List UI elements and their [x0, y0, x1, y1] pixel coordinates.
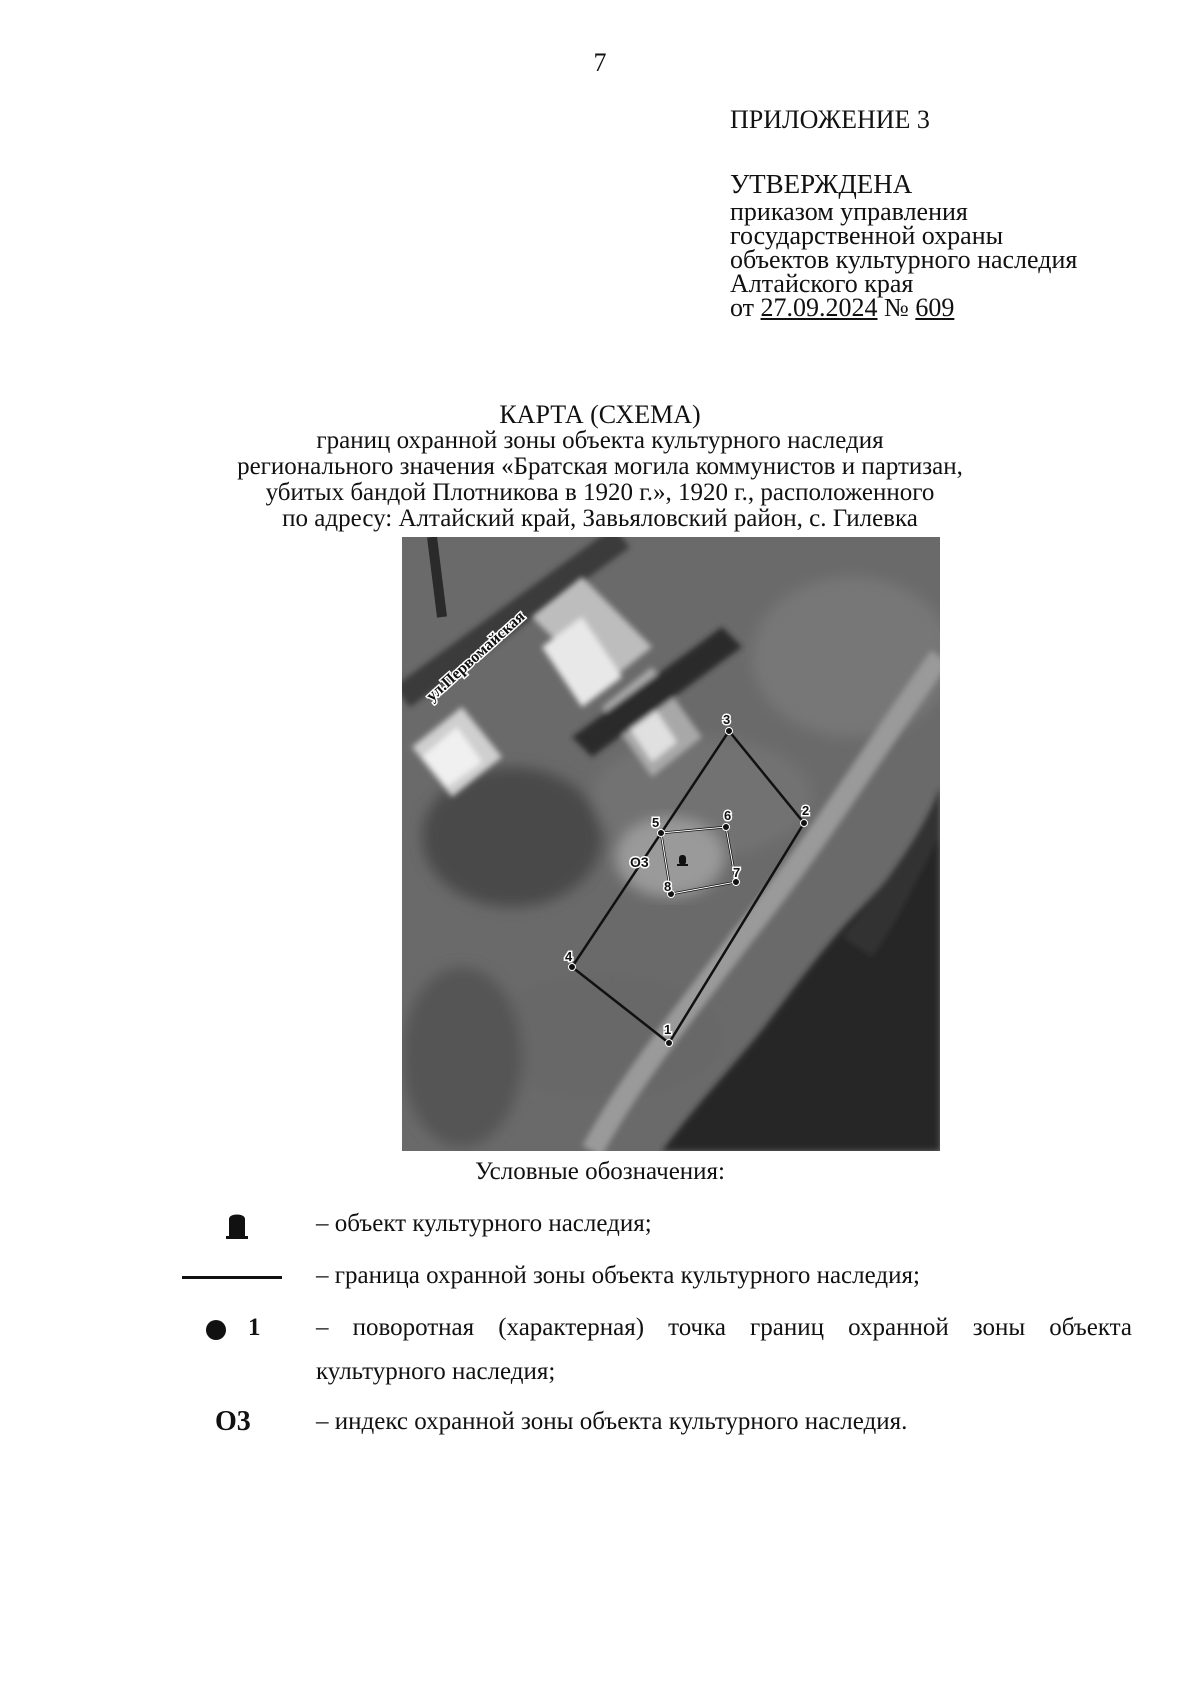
monument-icon: [224, 1210, 250, 1247]
zone-index-label: О3: [630, 854, 649, 870]
legend-text: – граница охранной зоны объекта культурного наследия;: [316, 1262, 920, 1289]
approval-line: Алтайского края: [730, 269, 914, 298]
approval-number: 609: [915, 293, 955, 322]
approval-line: государственной охраны: [730, 221, 1004, 250]
legend-text: культурного наследия;: [316, 1358, 556, 1385]
point-6-marker: [723, 824, 730, 831]
title-line: по адресу: Алтайский край, Завьяловский район, с. Гилевка: [282, 505, 918, 532]
point-label-8: 8: [664, 879, 672, 894]
point-label-1: 1: [664, 1022, 672, 1037]
street-label: ул.Первомайская: [423, 608, 529, 705]
point-5-marker: [658, 830, 665, 837]
point-1-marker: [666, 1040, 673, 1047]
approved-label: УТВЕРЖДЕНА: [730, 169, 913, 199]
point-symbol: [206, 1320, 226, 1340]
point-label-5: 5: [652, 815, 660, 830]
number-prefix: №: [884, 293, 909, 322]
point-4-marker: [569, 964, 576, 971]
point-2-marker: [801, 820, 808, 827]
point-label-3: 3: [723, 712, 731, 727]
approval-date-line: [730, 293, 1077, 322]
page-number: 7: [593, 48, 607, 77]
date-prefix: от: [730, 293, 755, 322]
point-3-marker: [726, 728, 733, 735]
legend-text: – объект культурного наследия;: [316, 1210, 652, 1237]
point-label-7: 7: [733, 865, 741, 880]
index-symbol: О3: [215, 1406, 251, 1437]
point-label-2: 2: [802, 803, 810, 818]
approval-line: приказом управления: [730, 197, 968, 226]
boundary-line-symbol: [182, 1276, 282, 1279]
aerial-map: [402, 537, 940, 1151]
point-symbol-label: 1: [248, 1314, 261, 1341]
legend-text: – индекс охранной зоны объекта культурного наследия.: [316, 1408, 908, 1435]
title-line: регионального значения «Братская могила коммунистов и партизан,: [237, 453, 963, 480]
map-svg: [402, 537, 940, 1151]
approval-line: объектов культурного наследия: [730, 245, 1078, 274]
title-line: убитых бандой Плотникова в 1920 г.», 1920 г., расположенного: [265, 479, 935, 506]
point-label-4: 4: [565, 949, 573, 964]
appendix-label: ПРИЛОЖЕНИЕ 3: [730, 105, 930, 134]
point-label-6: 6: [724, 808, 732, 823]
title-line: границ охранной зоны объекта культурного наследия: [316, 427, 884, 454]
map-title: КАРТА (СХЕМА): [499, 400, 701, 429]
map-title-block: [0, 402, 1200, 532]
approval-block: [730, 105, 1078, 322]
approval-date: 27.09.2024: [760, 293, 878, 322]
legend-title: Условные обозначения:: [474, 1158, 726, 1185]
legend-text: – поворотная (характерная) точка границ охранной зоны объекта: [316, 1314, 1132, 1341]
